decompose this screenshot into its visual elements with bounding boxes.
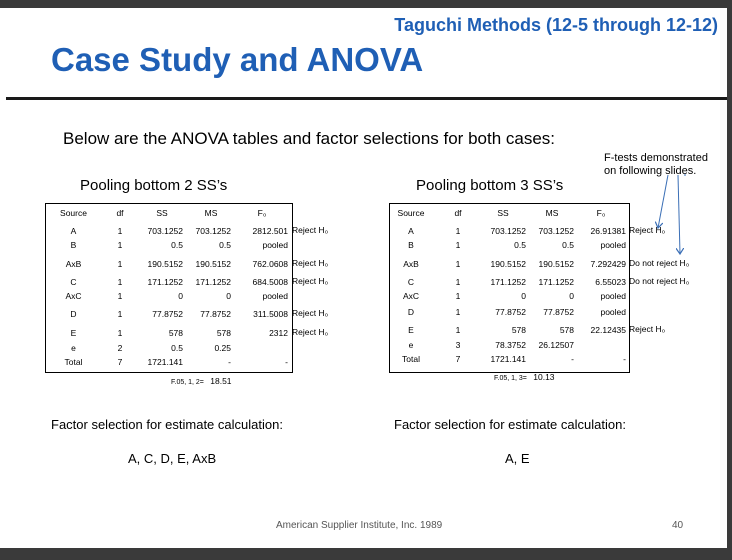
source-cell: A (408, 226, 414, 236)
f0-cell: 684.5008 (252, 277, 288, 287)
source-cell: AxC (402, 291, 420, 301)
source-cell: B (70, 240, 77, 250)
df-cell: 1 (117, 259, 123, 269)
source-cell: AxB (65, 259, 82, 269)
source-cell: Total (402, 354, 420, 364)
f0-cell: pooled (600, 291, 626, 301)
ms-cell: MS (545, 208, 559, 218)
ss-cell: 77.8752 (495, 307, 526, 317)
df-cell: 1 (455, 259, 461, 269)
ms-cell: 190.5152 (195, 259, 231, 269)
fcrit-label: F.05, 1, 2= (171, 379, 204, 386)
source-cell: D (407, 307, 415, 317)
source-cell: Source (60, 208, 87, 218)
verdict-label: Reject H₀ (292, 276, 329, 286)
f0-cell: 7.292429 (590, 259, 626, 269)
verdict-label: Reject H₀ (292, 225, 329, 235)
ms-cell: - (228, 357, 231, 367)
ss-cell: 171.1252 (147, 277, 183, 287)
ss-cell: SS (156, 208, 168, 218)
df-cell: 7 (455, 354, 461, 364)
arrow-to-axb (678, 175, 680, 254)
source-cell: AxC (65, 291, 82, 301)
f0-cell: F₀ (596, 208, 606, 218)
arrow-to-a (658, 175, 668, 228)
ftest-note-line: F-tests demonstrated (604, 152, 708, 164)
source-cell: e (71, 343, 76, 353)
ms-cell: 171.1252 (195, 277, 231, 287)
fcrit-label: F.05, 1, 3= (494, 375, 527, 382)
df-cell: 1 (455, 277, 461, 287)
ss-cell: 77.8752 (152, 309, 183, 319)
ss-cell: 578 (511, 325, 526, 335)
f0-cell: 2812.501 (252, 226, 288, 236)
footer-source: American Supplier Institute, Inc. 1989 (276, 520, 443, 531)
ms-cell: 0.5 (219, 240, 231, 250)
left-heading: Pooling bottom 2 SS’s (80, 177, 228, 194)
ms-cell: 26.12507 (538, 340, 574, 350)
ss-cell: 703.1252 (147, 226, 183, 236)
df-cell: 1 (117, 240, 123, 250)
ss-cell: 1721.141 (147, 357, 183, 367)
source-cell: E (70, 328, 77, 338)
f0-cell: 311.5008 (253, 309, 288, 319)
ss-cell: 703.1252 (490, 226, 526, 236)
ss-cell: 578 (168, 328, 183, 338)
source-cell: B (408, 240, 414, 250)
f0-cell: F₀ (257, 208, 267, 218)
ss-cell: 0.5 (171, 240, 183, 250)
f0-cell: - (285, 357, 288, 367)
df-cell: 3 (455, 340, 461, 350)
df-cell: 1 (117, 328, 123, 338)
f0-cell: pooled (262, 240, 288, 250)
page-number: 40 (672, 520, 684, 531)
source-cell: C (70, 277, 77, 287)
intro-text: Below are the ANOVA tables and factor selections for both cases: (63, 129, 556, 148)
ss-cell: SS (497, 208, 509, 218)
df-cell: 1 (117, 309, 123, 319)
df-cell: 7 (117, 357, 123, 367)
ss-cell: 190.5152 (490, 259, 526, 269)
verdict-label: Reject H₀ (292, 327, 329, 337)
slide-title: Case Study and ANOVA (51, 41, 424, 78)
ms-cell: 0.5 (562, 240, 574, 250)
f0-cell: 22.12435 (590, 325, 626, 335)
ss-cell: 0 (521, 291, 526, 301)
f0-cell: 26.91381 (590, 226, 626, 236)
f0-cell: - (623, 354, 626, 364)
f0-cell: 6.55023 (595, 277, 626, 287)
df-cell: df (454, 208, 462, 218)
left-factors: A, C, D, E, AxB (128, 451, 217, 466)
ss-cell: 0 (178, 291, 183, 301)
ss-cell: 190.5152 (147, 259, 183, 269)
ss-cell: 0.5 (514, 240, 526, 250)
f0-cell: pooled (262, 291, 288, 301)
ms-cell: 703.1252 (195, 226, 231, 236)
verdict-label: Reject H₀ (292, 258, 329, 268)
ms-cell: 77.8752 (200, 309, 231, 319)
ss-cell: 171.1252 (490, 277, 526, 287)
ms-cell: 0 (569, 291, 574, 301)
f0-cell: pooled (600, 307, 626, 317)
df-cell: 1 (117, 226, 123, 236)
right-heading: Pooling bottom 3 SS’s (416, 177, 564, 194)
ss-cell: 78.3752 (495, 340, 526, 350)
right-selection-label: Factor selection for estimate calculation: (394, 417, 626, 432)
df-cell: 2 (117, 343, 123, 353)
df-cell: 1 (117, 277, 123, 287)
ms-cell: 190.5152 (538, 259, 574, 269)
ss-cell: 1721.141 (490, 354, 526, 364)
ms-cell: 77.8752 (543, 307, 574, 317)
ms-cell: 0 (226, 291, 231, 301)
source-cell: e (408, 340, 414, 350)
df-cell: 1 (455, 226, 461, 236)
df-cell: 1 (455, 240, 461, 250)
verdict-label: Reject H₀ (629, 324, 666, 334)
verdict-label: Do not reject H₀ (629, 258, 690, 268)
f0-cell: 762.0608 (252, 259, 288, 269)
source-cell: AxB (403, 259, 419, 269)
ss-cell: 0.5 (171, 343, 183, 353)
verdict-label: Reject H₀ (629, 225, 666, 235)
source-cell: C (407, 277, 415, 287)
source-cell: D (70, 309, 77, 319)
ftest-note-line: on following slides. (604, 165, 697, 177)
f0-cell: pooled (600, 240, 626, 250)
ms-cell: - (571, 354, 574, 364)
ms-cell: 171.1252 (538, 277, 574, 287)
slide-subtitle: Taguchi Methods (12-5 through 12-12) (394, 15, 718, 35)
ms-cell: 578 (216, 328, 231, 338)
df-cell: 1 (455, 325, 461, 335)
source-cell: Total (64, 357, 83, 367)
df-cell: 1 (455, 291, 461, 301)
fcrit-value: 10.13 (533, 372, 555, 382)
fcrit-value: 18.51 (210, 376, 232, 386)
source-cell: E (408, 325, 414, 335)
ms-cell: 703.1252 (538, 226, 574, 236)
right-factors: A, E (505, 451, 530, 466)
ms-cell: MS (204, 208, 218, 218)
df-cell: 1 (117, 291, 123, 301)
f0-cell: 2312 (269, 328, 288, 338)
verdict-label: Do not reject H₀ (629, 276, 690, 286)
source-cell: A (70, 226, 77, 236)
df-cell: df (116, 208, 124, 218)
df-cell: 1 (455, 307, 461, 317)
source-cell: Source (397, 208, 425, 218)
ms-cell: 0.25 (214, 343, 231, 353)
verdict-label: Reject H₀ (292, 308, 329, 318)
ms-cell: 578 (559, 325, 574, 335)
left-selection-label: Factor selection for estimate calculation: (51, 417, 283, 432)
